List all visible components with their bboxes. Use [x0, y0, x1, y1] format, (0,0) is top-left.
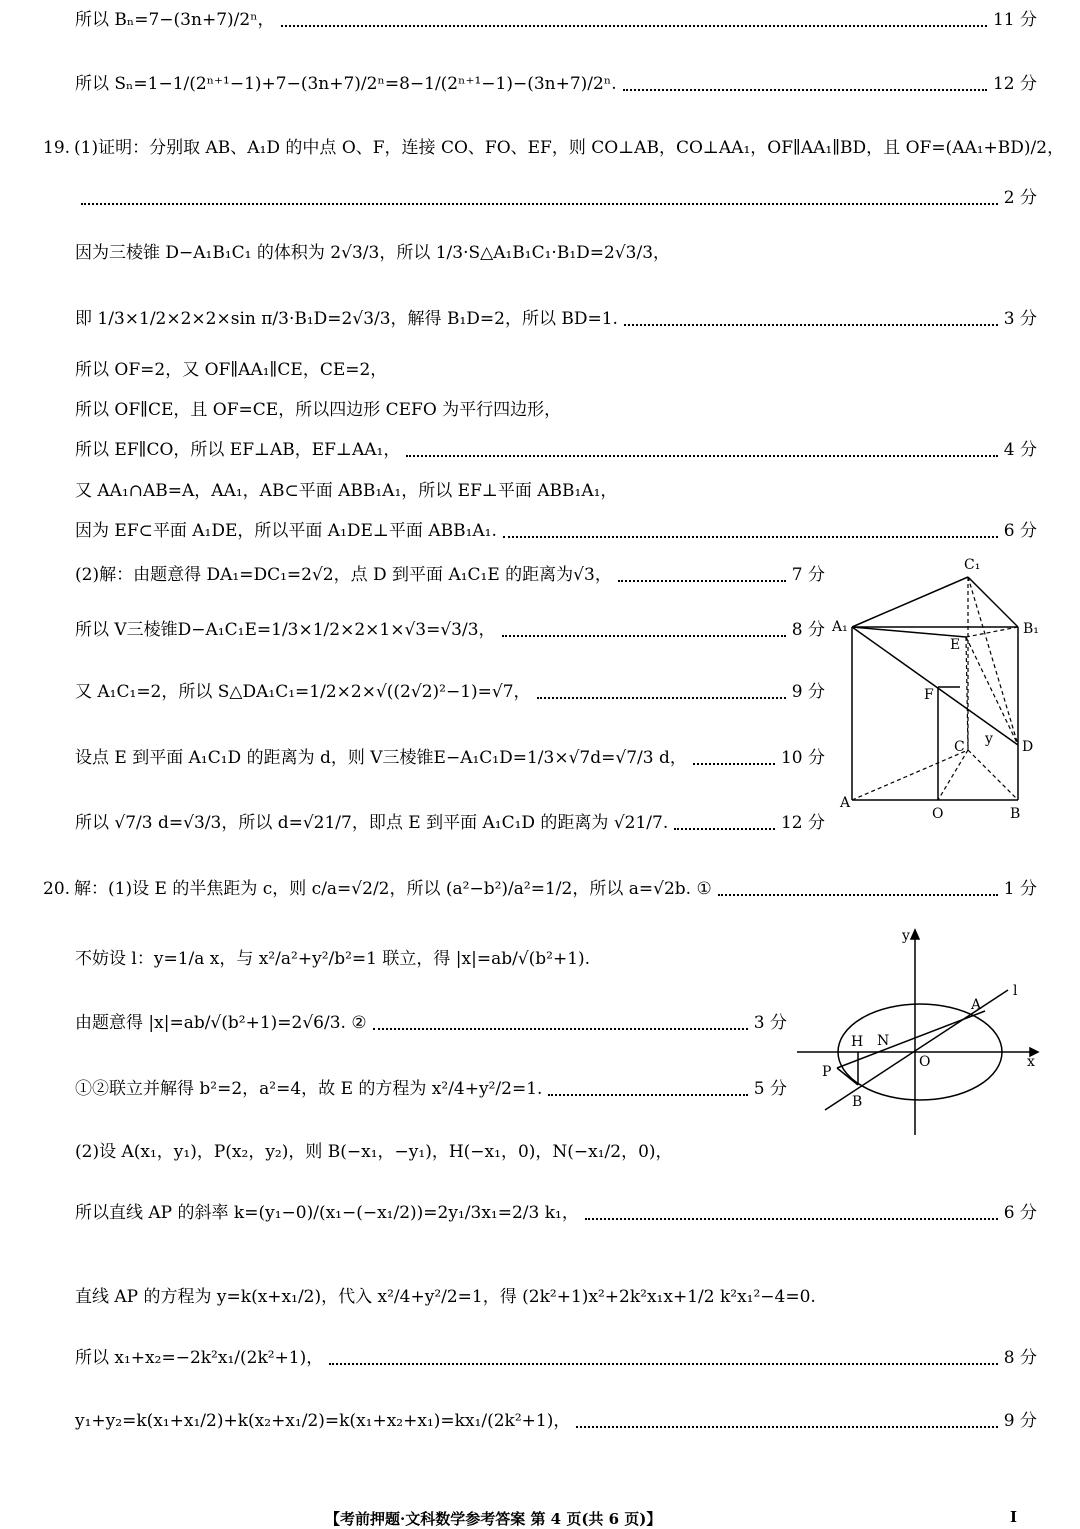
solution-line [43, 138, 1065, 158]
score-mark: 12 分 [992, 74, 1037, 94]
solution-line [75, 442, 1037, 459]
line-text: (1)证明：分别取 AB、A₁D 的中点 O、F，连接 CO、FO、EF，则 CO⊥AB，CO⊥AA₁，OF∥AA₁∥BD，且 OF=(AA₁+BD)/2， [74, 138, 1065, 158]
hidden-edge-e-d [966, 637, 1018, 745]
score-mark: 4 分 [1003, 440, 1037, 460]
solution-line [75, 1413, 1037, 1430]
hidden-edge-a-c [852, 750, 968, 800]
question-number: 19. [43, 138, 71, 158]
line-text: 所以 Sₙ=1−1/(2ⁿ⁺¹−1)+7−(3n+7)/2ⁿ=8−1/(2ⁿ⁺¹−1)−(3n+7)/2ⁿ. [75, 74, 617, 94]
dot-leader [281, 25, 987, 27]
solution-line [43, 881, 1037, 898]
label-p: P [822, 1064, 832, 1080]
solution-line [75, 1350, 1037, 1367]
solution-line [75, 567, 825, 584]
score-mark: 12 分 [780, 813, 825, 833]
label-b: B [1010, 806, 1021, 822]
ellipse-figure [795, 925, 1045, 1140]
score-mark: 1 分 [1003, 879, 1037, 899]
label-b1: B₁ [1023, 621, 1039, 637]
prism-figure [830, 555, 1050, 825]
label-a1: A₁ [832, 619, 848, 635]
line-text: 所以 OF∥CE，且 OF=CE，所以四边形 CEFO 为平行四边形， [75, 400, 562, 420]
solution-line [75, 245, 1037, 262]
dot-leader [623, 89, 987, 91]
dot-leader [81, 203, 998, 205]
solution-line [75, 1144, 1037, 1161]
dot-leader [329, 1363, 998, 1365]
line-text: 所以直线 AP 的斜率 k=(y₁−0)/(x₁−(−x₁/2))=2y₁/3x₁=2/3 k₁， [75, 1203, 579, 1223]
solution-line [75, 190, 1037, 207]
dot-leader [674, 828, 775, 830]
hidden-edge-c-b [968, 750, 1018, 800]
score-mark: 9 分 [1003, 1411, 1037, 1431]
line-text: 由题意得 |x|=ab/√(b²+1)=2√6/3. ② [75, 1013, 367, 1033]
footer-mark: I [1010, 1508, 1018, 1526]
score-mark: 11 分 [992, 10, 1037, 30]
question-number: 20. [43, 879, 71, 899]
line-text: 设点 E 到平面 A₁C₁D 的距离为 d，则 V三棱锥E−A₁C₁D=1/3×√7d=√7/3 d， [75, 748, 687, 768]
dot-leader [373, 1028, 748, 1030]
dot-leader [624, 324, 998, 326]
dot-leader [406, 455, 997, 457]
line-pb [837, 1068, 858, 1085]
label-b: B [852, 1094, 863, 1110]
solution-line [75, 12, 1037, 29]
line-text: y₁+y₂=k(x₁+x₁/2)+k(x₂+x₁/2)=k(x₁+x₂+x₁)=kx₁/(2k²+1)， [75, 1411, 571, 1431]
dot-leader [537, 697, 786, 699]
hidden-edge-c-o [938, 750, 968, 800]
score-mark: 2 分 [1003, 188, 1037, 208]
solution-line [75, 362, 1037, 379]
solution-line [75, 815, 825, 832]
edge-a1-e [852, 627, 966, 637]
score-mark: 8 分 [1003, 1348, 1037, 1368]
score-mark: 6 分 [1003, 521, 1037, 541]
edge-a1-d [852, 627, 1018, 745]
solution-line [75, 622, 825, 639]
score-mark: 10 分 [780, 748, 825, 768]
edge-c1-b1 [968, 577, 1018, 627]
dot-leader [718, 894, 998, 896]
dot-leader [503, 536, 998, 538]
score-mark: 3 分 [753, 1013, 787, 1033]
score-mark: 3 分 [1003, 309, 1037, 329]
solution-line [75, 483, 1037, 500]
line-text: 解：(1)设 E 的半焦距为 c，则 c/a=√2/2，所以 (a²−b²)/a²=1/2，所以 a=√2b. ① [74, 879, 712, 899]
label-f: F [924, 687, 934, 703]
score-mark: 7 分 [791, 565, 825, 585]
label-c1: C₁ [964, 557, 981, 573]
solution-line [75, 76, 1037, 93]
hidden-edge-b1-e [966, 627, 1018, 637]
y-axis-arrow [911, 930, 919, 939]
label-x-axis: x [1027, 1054, 1035, 1070]
dot-leader [502, 635, 786, 637]
line-text: 因为三棱锥 D−A₁B₁C₁ 的体积为 2√3/3，所以 1/3·S△A₁B₁C₁·B₁D=2√3/3， [75, 243, 671, 263]
line-text: 所以 √7/3 d=√3/3，所以 d=√21/7，即点 E 到平面 A₁C₁D 的距离为 √21/7. [75, 813, 669, 833]
dot-leader [693, 763, 775, 765]
solution-line [75, 1081, 787, 1098]
solution-line [75, 311, 1037, 328]
score-mark: 8 分 [791, 620, 825, 640]
line-text: (2)设 A(x₁，y₁)，P(x₂，y₂)，则 B(−x₁，−y₁)，H(−x₁，0)，N(−x₁/2，0)， [75, 1142, 673, 1162]
solution-line [75, 523, 1037, 540]
line-text: (2)解：由题意得 DA₁=DC₁=2√2，点 D 到平面 A₁C₁E 的距离为√3， [75, 565, 612, 585]
label-y: y [985, 731, 993, 747]
label-d: D [1022, 739, 1034, 755]
line-text: 所以 EF∥CO，所以 EF⊥AB，EF⊥AA₁， [75, 440, 401, 460]
label-n: N [877, 1033, 890, 1049]
line-text: 所以 x₁+x₂=−2k²x₁/(2k²+1)， [75, 1348, 324, 1368]
dot-leader [576, 1426, 997, 1428]
label-h: H [851, 1034, 864, 1050]
label-c: C [954, 739, 965, 755]
score-mark: 6 分 [1003, 1203, 1037, 1223]
score-mark: 9 分 [791, 682, 825, 702]
solution-line [75, 684, 825, 701]
line-text: 所以 OF=2，又 OF∥AA₁∥CE，CE=2， [75, 360, 388, 380]
score-mark: 5 分 [753, 1079, 787, 1099]
solution-line [75, 750, 825, 767]
solution-line [75, 1289, 1037, 1306]
line-text: 直线 AP 的方程为 y=k(x+x₁/2)，代入 x²/4+y²/2=1，得 (2k²+1)x²+2k²x₁x+1/2 k²x₁²−4=0. [75, 1287, 816, 1307]
line-text: 不妨设 l：y=1/a x，与 x²/a²+y²/b²=1 联立，得 |x|=ab/√(b²+1). [75, 949, 591, 969]
solution-line [75, 951, 775, 968]
label-a: A [840, 795, 851, 811]
dot-leader [548, 1094, 747, 1096]
line-text: 又 A₁C₁=2，所以 S△DA₁C₁=1/2×2×√((2√2)²−1)=√7， [75, 682, 531, 702]
solution-line [75, 1015, 787, 1032]
label-o: O [932, 806, 944, 822]
line-text: 又 AA₁∩AB=A，AA₁，AB⊂平面 ABB₁A₁，所以 EF⊥平面 ABB₁A₁， [75, 481, 618, 501]
dot-leader [585, 1218, 998, 1220]
line-text: 因为 EF⊂平面 A₁DE，所以平面 A₁DE⊥平面 ABB₁A₁. [75, 521, 497, 541]
label-a: A [971, 997, 982, 1013]
line-text: 所以 V三棱锥D−A₁C₁E=1/3×1/2×2×1×√3=√3/3， [75, 620, 496, 640]
dot-leader [618, 580, 786, 582]
edge-a1-c1 [852, 577, 968, 627]
label-e: E [950, 637, 961, 653]
line-text: 所以 Bₙ=7−(3n+7)/2ⁿ， [75, 10, 275, 30]
solution-line [75, 402, 1037, 419]
page-footer: 【考前押题·文科数学参考答案 第 4 页(共 6 页)】 [325, 1510, 662, 1528]
label-l: l [1013, 983, 1018, 999]
line-text: 即 1/3×1/2×2×2×sin π/3·B₁D=2√3/3，解得 B₁D=2，所以 BD=1. [75, 309, 618, 329]
label-o: O [919, 1054, 931, 1070]
label-y-axis: y [902, 928, 910, 944]
solution-line [75, 1205, 1037, 1222]
line-text: ①②联立并解得 b²=2，a²=4，故 E 的方程为 x²/4+y²/2=1. [75, 1079, 543, 1099]
